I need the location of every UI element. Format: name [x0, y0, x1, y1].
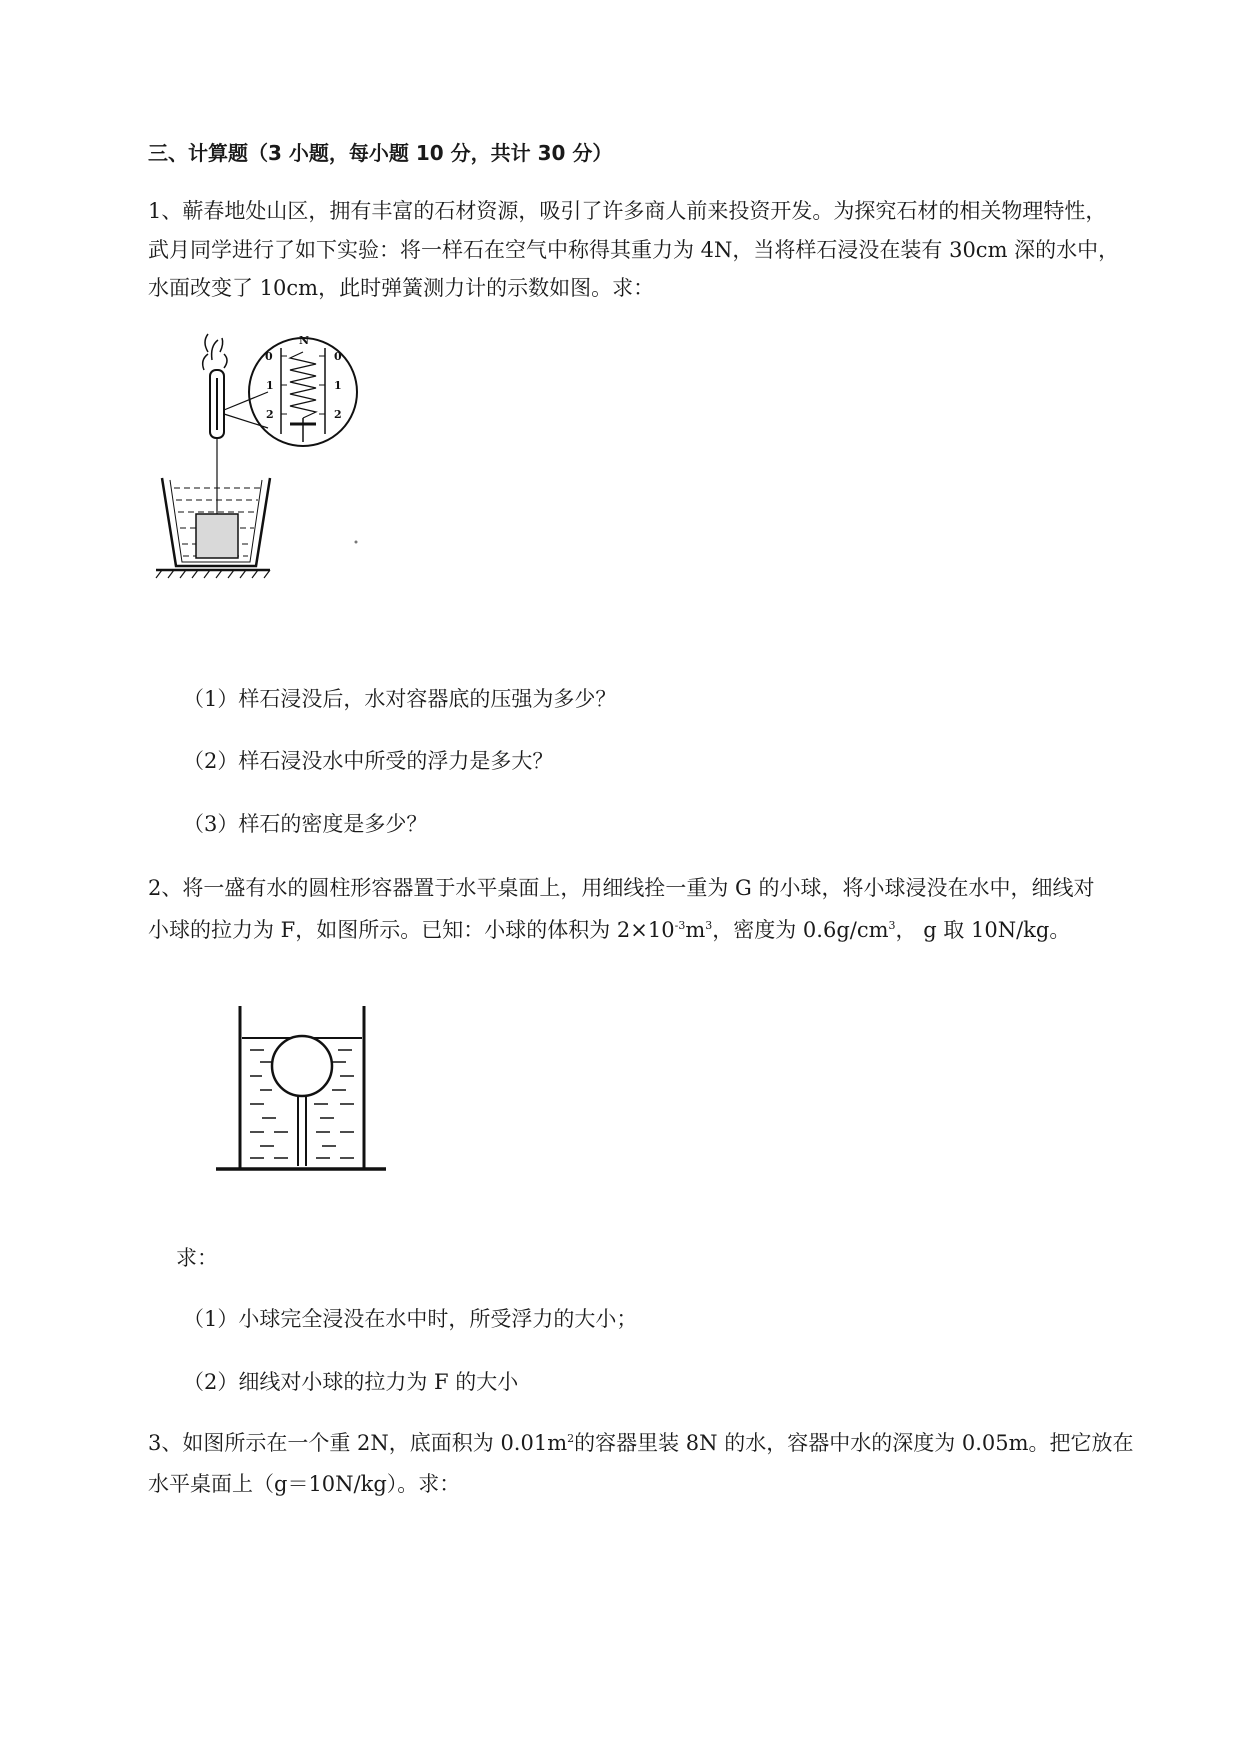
scale-tick-label: 1 — [266, 379, 274, 392]
sample-stone — [196, 514, 238, 558]
problem-2-ask: 求： — [176, 1246, 218, 1270]
problem-2-question-1: （1）小球完全浸没在水中时，所受浮力的大小； — [183, 1307, 638, 1331]
problem-1-line-2: 武月同学进行了如下实验：将一样石在空气中称得其重力为 4N，当将样石浸没在装有 30cm 深的水中， — [148, 238, 1120, 262]
scale-tick-label: 0 — [334, 350, 342, 363]
problem-3-line-1: 3、如图所示在一个重 2N，底面积为 $0.01m^2$的容器里装 8N 的水，容器中水的深度为 0.05m。把它放在 — [148, 1431, 1134, 1455]
scale-tick-label: 1 — [334, 379, 342, 392]
scale-tick-label: 2 — [266, 408, 274, 421]
problem-1-question-3: （3）样石的密度是多少？ — [183, 812, 428, 836]
problem-1-question-1: （1）样石浸没后，水对容器底的压强为多少？ — [183, 687, 617, 711]
problem-1-line-1: 1、蕲春地处山区，拥有丰富的石材资源，吸引了许多商人前来投资开发。为探究石材的相关物理特性， — [148, 199, 1107, 223]
problem-2-question-2: （2）细线对小球的拉力为 F 的大小 — [183, 1370, 519, 1394]
scale-tick-label: 2 — [334, 408, 342, 421]
spring-scale-figure — [150, 330, 390, 590]
problem-3-line-2: 水平桌面上（g＝10N/kg）。求： — [148, 1472, 461, 1496]
ball-in-water-figure — [208, 1000, 398, 1180]
problem-1-line-3: 水面改变了 10cm，此时弹簧测力计的示数如图。求： — [148, 276, 655, 300]
ball — [272, 1036, 332, 1096]
problem-2-line-1: 2、将一盛有水的圆柱形容器置于水平桌面上，用细线拴一重为 G 的小球，将小球浸没在水中，细线对 — [148, 876, 1095, 900]
section-title: 三、计算题（3 小题，每小题 10 分，共计 30 分） — [148, 141, 613, 165]
problem-1-question-2: （2）样石浸没水中所受的浮力是多大？ — [183, 749, 554, 773]
scale-unit-label: N — [299, 334, 310, 347]
scale-tick-label: 0 — [265, 350, 273, 363]
hand-icon — [203, 334, 227, 370]
problem-2-line-2: 小球的拉力为 F，如图所示。已知：小球的体积为 $2\times 10^{-3}m^3$，密度为 $0.6g/cm^3$， g 取 10N/kg。 — [148, 918, 1071, 942]
